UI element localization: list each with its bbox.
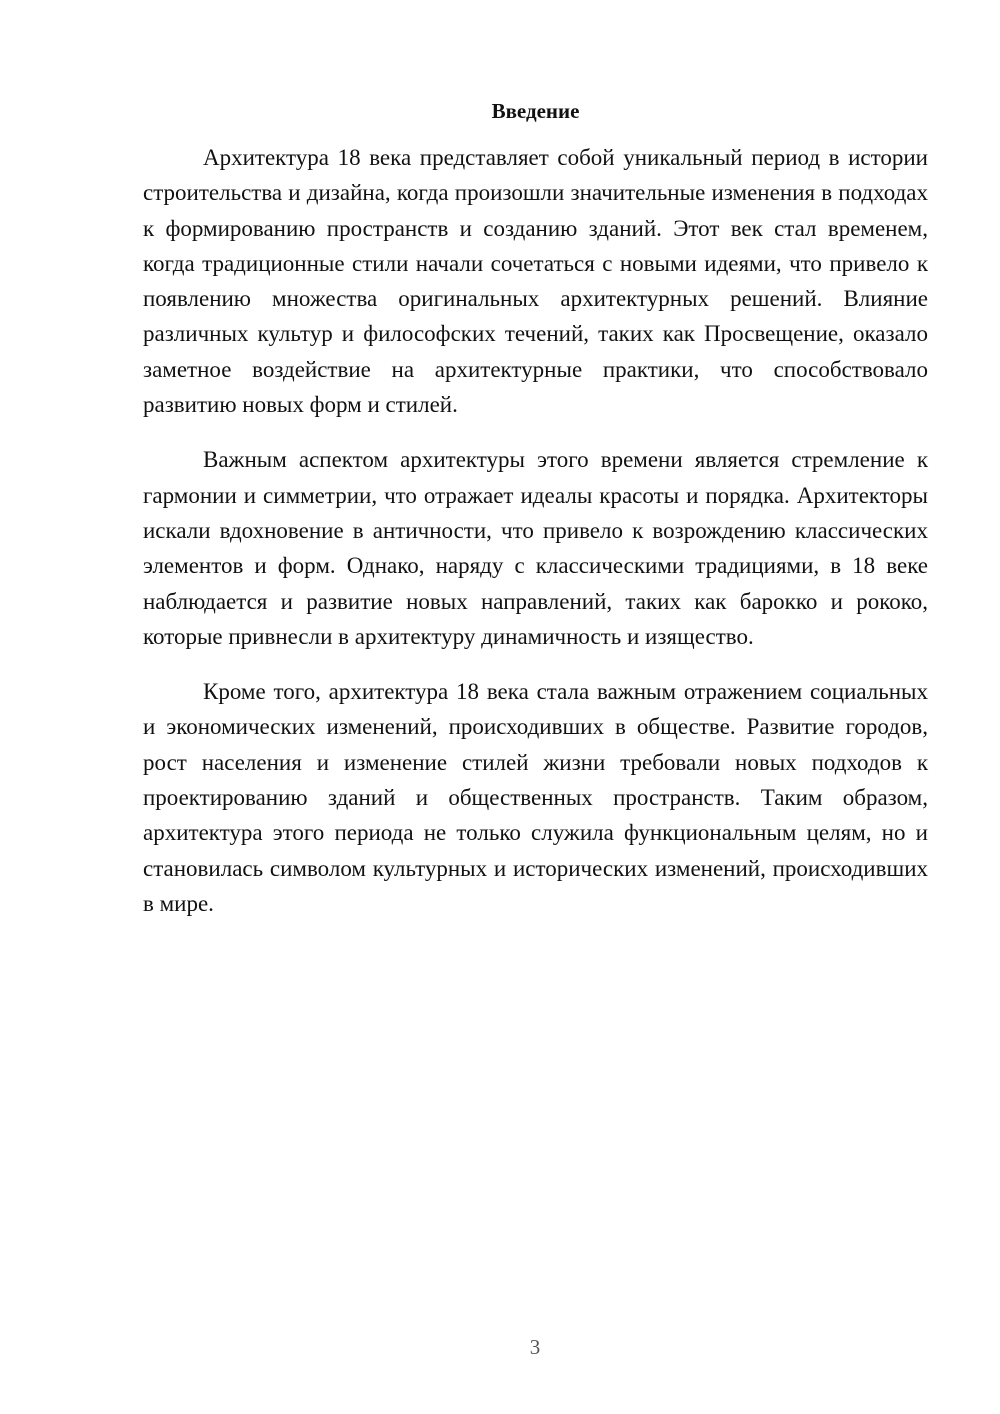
section-heading: Введение [491,99,580,123]
paragraph-3: Кроме того, архитектура 18 века стала важным отражением социальных и экономических изменений, происходивших в обществе. Развитие городов, рост населения и изменение стилей жизни требовали новых подходов к проектированию зданий и общественных пространств. Таким образом, архитектура этого периода не только служила функциональным целям, но и становилась символом культурных и исторических изменений, происходивших в мире. [143,679,928,916]
page-content [143,96,928,941]
page-number: 3 [529,1335,541,1359]
paragraph-1: Архитектура 18 века представляет собой уникальный период в истории строительства и дизайна, когда произошли значительные изменения в подходах к формированию пространств и созданию зданий. Этот век стал временем, когда традиционные стили начали сочетаться с новыми идеями, что привело к появлению множества оригинальных архитектурных решений. Влияние различных культур и философских течений, таких как Просвещение, оказало заметное воздействие на архитектурные практики, что способствовало развитию новых форм и стилей. [143,145,928,418]
paragraph-2: Важным аспектом архитектуры этого времени является стремление к гармонии и симметрии, что отражает идеалы красоты и порядка. Архитекторы искали вдохновение в античности, что привело к возрождению классических элементов и форм. Однако, наряду с классическими традициями, в 18 веке наблюдается и развитие новых направлений, таких как барокко и рококо, которые привнесли в архитектуру динамичность и изящество. [143,447,928,649]
